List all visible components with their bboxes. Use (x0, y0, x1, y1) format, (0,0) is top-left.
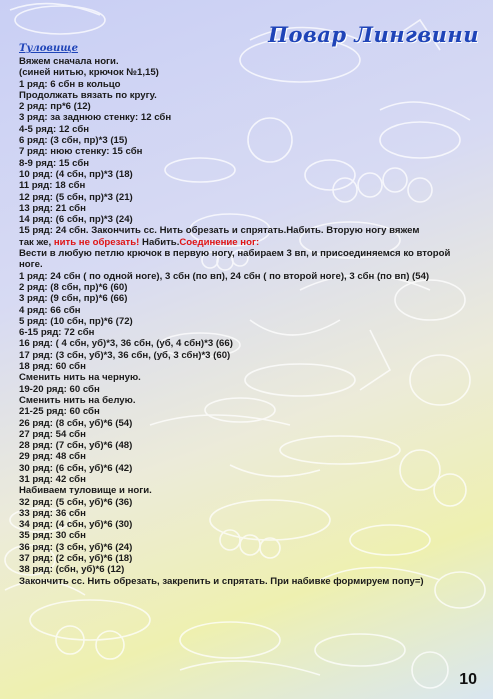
instruction-line: Закончить сс. Нить обрезать, закрепить и спрятать. При набивке формируем попу=) (19, 575, 424, 587)
instruction-line: 5 ряд: (10 сбн, пр)*6 (72) (19, 315, 133, 327)
instruction-line: 4 ряд: 66 сбн (19, 304, 81, 316)
instruction-line: 19-20 ряд: 60 сбн (19, 383, 100, 395)
instruction-line: 6-15 ряд: 72 сбн (19, 327, 95, 339)
instruction-line: 8-9 ряд: 15 сбн (19, 157, 90, 169)
instruction-line: 35 ряд: 30 сбн (19, 530, 86, 542)
instruction-line: 15 ряд: 24 сбн. Закончить сс. Нить обрезать и спрятать.Набить. Вторую ногу вяжем (19, 225, 420, 237)
instruction-line: 36 ряд: (3 сбн, уб)*6 (24) (19, 541, 133, 553)
instruction-line: 2 ряд: пр*6 (12) (19, 101, 91, 113)
instruction-line: 14 ряд: (6 сбн, пр)*3 (24) (19, 214, 133, 226)
instruction-text: Набить. (139, 236, 180, 248)
instruction-line: Набиваем туловище и ноги. (19, 485, 152, 497)
section-title: Туловище (19, 43, 78, 54)
pattern-instructions (19, 56, 474, 587)
instruction-text: так же, (19, 236, 54, 248)
instruction-line: 12 ряд: (5 сбн, пр)*3 (21) (19, 191, 133, 203)
warning-text: нить не обрезать! (53, 236, 140, 248)
instruction-line: 3 ряд: за заднюю стенку: 12 сбн (19, 112, 172, 124)
instruction-line: Вести в любую петлю крючок в первую ногу, набираем 3 вп, и присоединяемся ко второй ноге. (19, 248, 451, 271)
instruction-line: 13 ряд: 21 сбн (19, 202, 86, 214)
instruction-line: 3 ряд: (9 сбн, пр)*6 (66) (19, 293, 128, 305)
instruction-line: 37 ряд: (2 сбн, уб)*6 (18) (19, 553, 133, 565)
instruction-line: 7 ряд: нюю стенку: 15 сбн (19, 146, 143, 158)
instruction-line: 31 ряд: 42 сбн (19, 473, 86, 485)
instruction-line: 21-25 ряд: 60 сбн (19, 406, 100, 418)
instruction-line: 6 ряд: (3 сбн, пр)*3 (15) (19, 135, 128, 147)
instruction-line-mixed (19, 237, 474, 248)
instruction-line: Продолжать вязать по кругу. (19, 89, 157, 101)
instruction-line: 18 ряд: 60 сбн (19, 361, 86, 373)
instruction-line: 2 ряд: (8 сбн, пр)*6 (60) (19, 281, 128, 293)
instruction-line: 34 ряд: (4 сбн, уб)*6 (30) (19, 519, 133, 531)
instruction-line: (синей нитью, крючок №1,15) (19, 67, 159, 79)
instruction-line: Вяжем сначала ноги. (19, 56, 119, 67)
instruction-line: 17 ряд: (3 сбн, уб)*3, 36 сбн, (уб, 3 сбн)*3 (60) (19, 349, 231, 361)
page-number: 10 (459, 671, 477, 688)
instruction-line: 16 ряд: ( 4 сбн, уб)*3, 36 сбн, (уб, 4 сбн)*3 (66) (19, 338, 233, 350)
subsection-heading: Соединение ног: (179, 236, 260, 248)
instruction-line: 30 ряд: (6 сбн, уб)*6 (42) (19, 462, 133, 474)
instruction-line: Сменить нить на черную. (19, 372, 141, 384)
page-title: Повар Лингвини (268, 22, 479, 47)
instruction-line: 29 ряд: 48 сбн (19, 451, 86, 463)
instruction-line: 26 ряд: (8 сбн, уб)*6 (54) (19, 417, 133, 429)
instruction-line: 1 ряд: 6 сбн в кольцо (19, 78, 121, 90)
instruction-line: 11 ряд: 18 сбн (19, 180, 86, 192)
instruction-line: 10 ряд: (4 сбн, пр)*3 (18) (19, 168, 133, 180)
instruction-line: 27 ряд: 54 сбн (19, 428, 86, 440)
instruction-line: 28 ряд: (7 сбн, уб)*6 (48) (19, 440, 133, 452)
instruction-line: 38 ряд: (сбн, уб)*6 (12) (19, 564, 125, 576)
instruction-line: Сменить нить на белую. (19, 394, 136, 406)
instruction-line: 32 ряд: (5 сбн, уб)*6 (36) (19, 496, 133, 508)
instruction-line: 4-5 ряд: 12 сбн (19, 123, 90, 135)
instruction-line: 33 ряд: 36 сбн (19, 507, 86, 519)
instruction-line: 1 ряд: 24 сбн ( по одной ноге), 3 сбн (по вп), 24 сбн ( по второй ноге), 3 сбн (по вп) (54) (19, 270, 430, 282)
